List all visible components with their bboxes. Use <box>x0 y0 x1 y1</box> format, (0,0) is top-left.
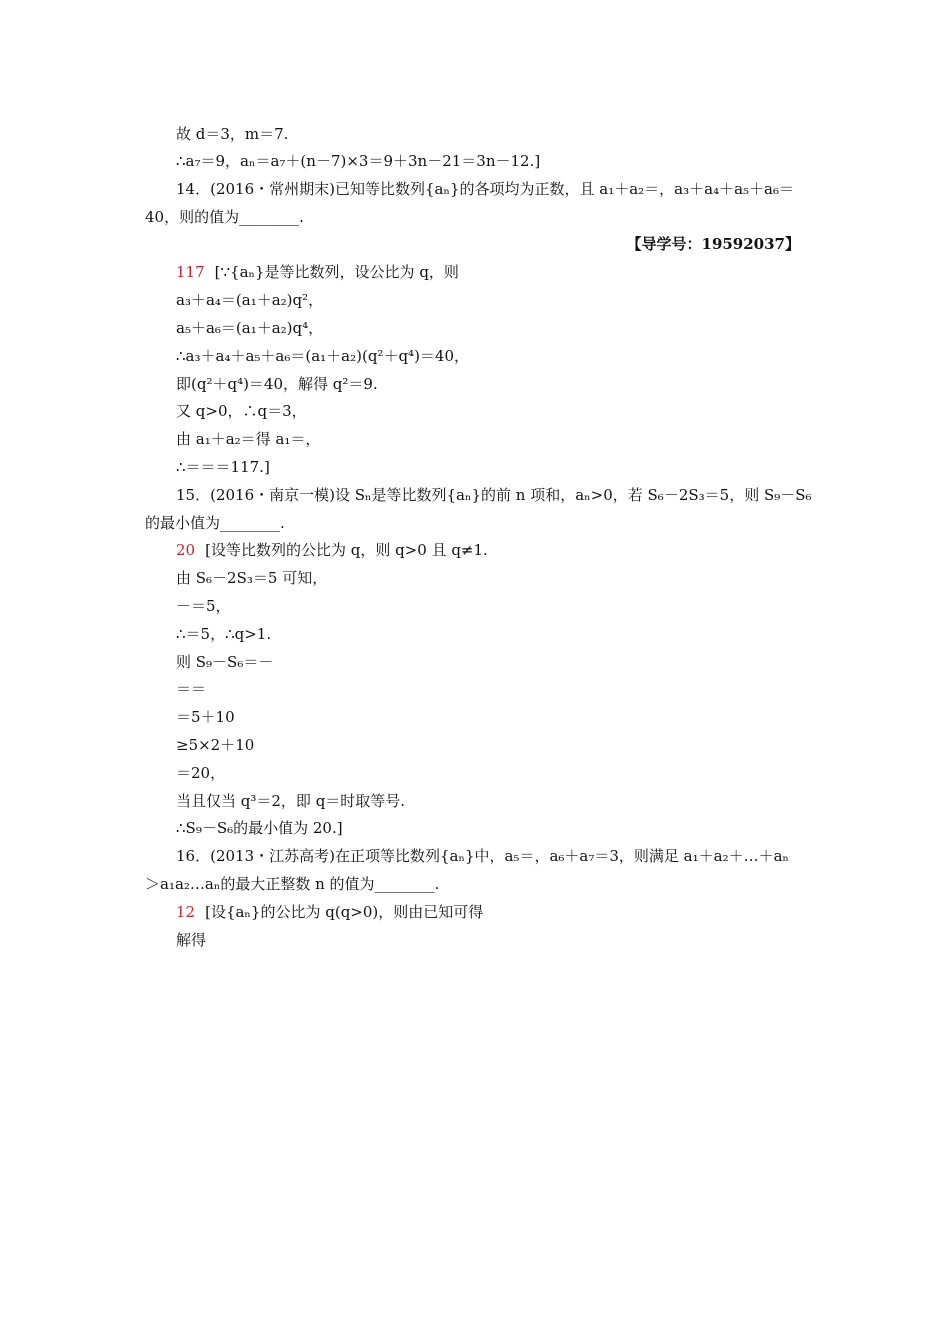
text-line: 40，则的值为________. <box>145 208 304 226</box>
text-line: ≥5×2＋10 <box>176 736 255 754</box>
text-line: ＝5＋10 <box>176 708 235 726</box>
answer-text: [设等比数列的公比为 q，则 q>0 且 q≠1. <box>205 541 488 559</box>
text-line: 则 S₉－S₆＝－ <box>176 653 274 671</box>
answer-text: [∵{aₙ}是等比数列，设公比为 q，则 <box>214 263 459 281</box>
text-line: ∴＝＝＝117.] <box>176 458 270 476</box>
text-line: 的最小值为________. <box>145 514 285 532</box>
text-line: ∴a₇＝9，aₙ＝a₇＋(n－7)×3＝9＋3n－21＝3n－12.] <box>176 152 541 170</box>
text-line: a₅＋a₆＝(a₁＋a₂)q⁴， <box>176 319 324 337</box>
answer-value: 20 <box>176 541 196 559</box>
text-line: ∴S₉－S₆的最小值为 20.] <box>176 819 343 837</box>
answer-value: 12 <box>176 903 196 921</box>
text-line: 解得 <box>176 931 207 949</box>
text-line: ＝＝ <box>176 680 207 698</box>
text-line: 由 S₆－2S₃＝5 可知， <box>176 569 328 587</box>
problem-14: 14．(2016・常州期末)已知等比数列{aₙ}的各项均为正数，且 a₁＋a₂＝，a₃＋a₄＋a₅＋a₆＝ <box>176 180 794 198</box>
answer-text: [设{aₙ}的公比为 q(q>0)，则由已知可得 <box>205 903 484 921</box>
answer-value: 117 <box>176 263 205 281</box>
answer-16 <box>176 902 483 922</box>
text-line: 由 a₁＋a₂＝得 a₁＝， <box>176 430 321 448</box>
text-line: ∴＝5，∴q>1. <box>176 625 272 643</box>
problem-16: 16．(2013・江苏高考)在正项等比数列{aₙ}中，a₅＝，a₆＋a₇＝3，则满足 a₁＋a₂＋…＋aₙ <box>176 847 790 865</box>
text-line: －＝5， <box>176 597 231 615</box>
guide-number: 【导学号：19592037】 <box>626 235 800 253</box>
text-line: 即(q²＋q⁴)＝40，解得 q²＝9. <box>176 375 378 393</box>
text-line: a₃＋a₄＝(a₁＋a₂)q²， <box>176 291 324 309</box>
problem-15: 15．(2016・南京一模)设 Sₙ是等比数列{aₙ}的前 n 项和，aₙ>0，若 S₆－2S₃＝5，则 S₉－S₆ <box>176 486 812 504</box>
answer-14 <box>176 262 459 282</box>
answer-15 <box>176 540 488 560</box>
text-line: ∴a₃＋a₄＋a₅＋a₆＝(a₁＋a₂)(q²＋q⁴)＝40， <box>176 347 470 365</box>
text-line: 当且仅当 q³＝2，即 q＝时取等号. <box>176 792 406 810</box>
text-line: 故 d＝3，m＝7. <box>176 125 289 143</box>
text-line: 又 q>0，∴q＝3， <box>176 402 307 420</box>
text-line: ＞a₁a₂…aₙ的最大正整数 n 的值为________. <box>145 875 440 893</box>
text-line: ＝20， <box>176 764 226 782</box>
